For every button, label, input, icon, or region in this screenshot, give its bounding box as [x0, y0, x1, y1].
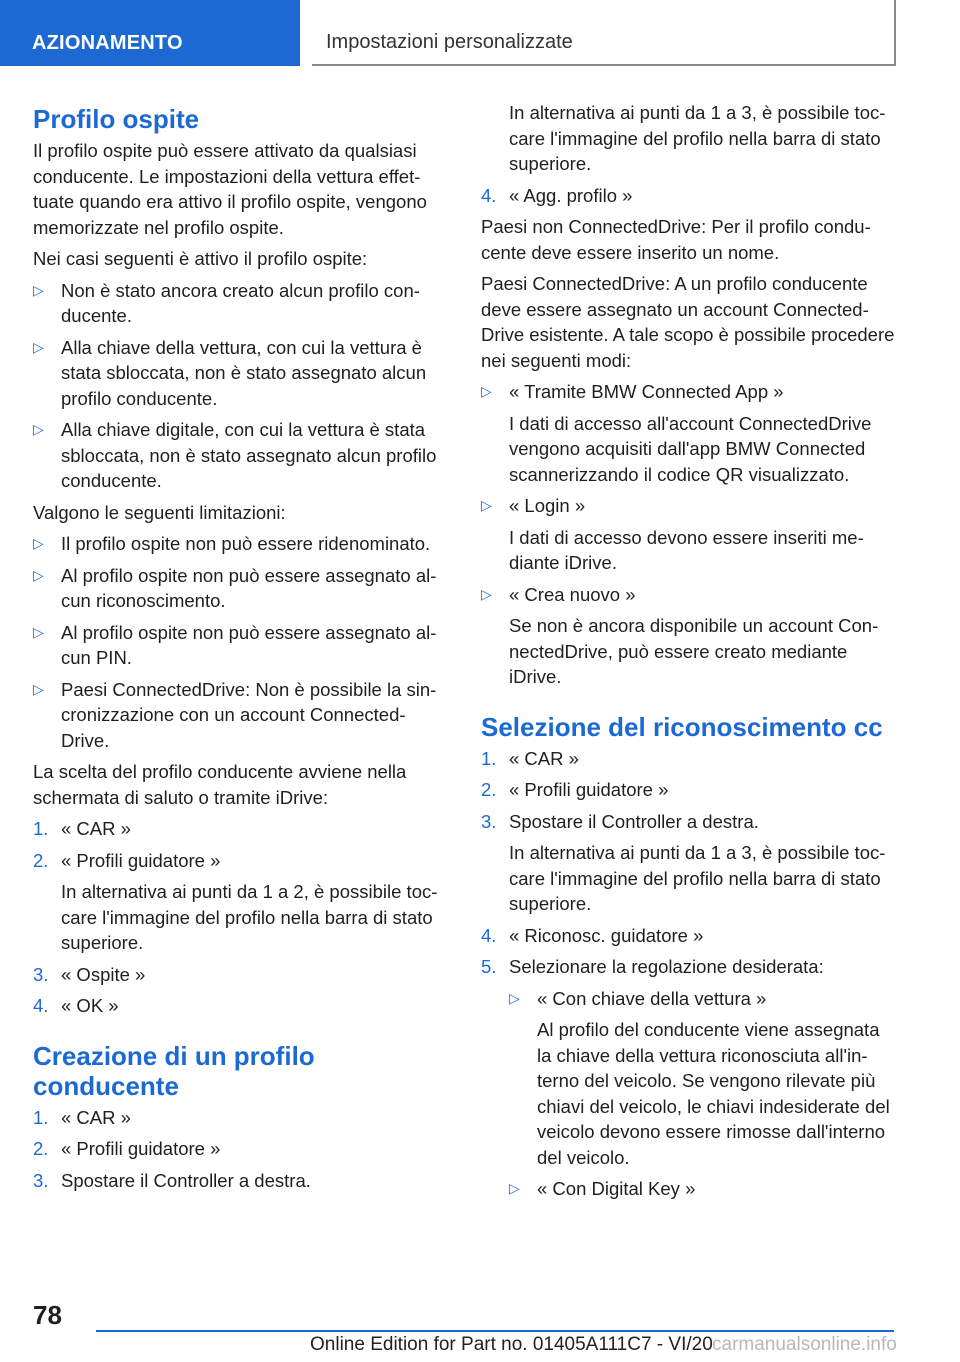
list-item: ▷ « Con Digital Key »: [509, 1176, 895, 1202]
list-item: 2. « Profili guidatore »: [481, 779, 669, 800]
paragraph: Nei casi seguenti è attivo il profilo ospite:: [33, 248, 368, 269]
list-item: 1. « CAR »: [33, 1106, 131, 1128]
triangle-right-outline-icon: ▷: [33, 680, 44, 697]
create-profile-steps-cont: [481, 183, 895, 209]
account-options-list: [481, 379, 895, 690]
triangle-right-outline-icon: ▷: [33, 535, 44, 551]
list-item: 2. « Profili guidatore »: [33, 1138, 221, 1159]
triangle-right-outline-icon: ▷: [33, 421, 44, 437]
option-description: I dati di accesso all'account ConnectedDrive vengono acquisiti dall'app BMW Connected scannerizzando il codice QR visualizzato.: [509, 412, 872, 485]
triangle-right-outline-icon: ▷: [33, 338, 44, 355]
triangle-right-outline-icon: ▷: [33, 281, 44, 298]
right-column: [481, 100, 895, 1208]
recognition-options-list: [509, 986, 895, 1202]
triangle-right-outline-icon: ▷: [481, 585, 492, 602]
list-item: 3. Spostare il Controller a destra. In alternativa ai punti da 1 a 3, è possibile toccare l'immagine del profilo nella barra di stato superiore.: [481, 809, 895, 917]
list-item: 3. Spostare il Controller a destra.: [33, 1169, 311, 1191]
paragraph: Paesi ConnectedDrive: A un profilo conducente deve essere assegnato un account ConnectedDrive esistente. A tale scopo è possibile procedere nei seguenti modi:: [481, 273, 895, 371]
triangle-right-outline-icon: ▷: [481, 497, 492, 513]
limitations-list: [33, 531, 447, 753]
paragraph: La scelta del profilo conducente avviene nella schermata di saluto o tramite iDrive:: [33, 761, 407, 808]
list-item: 3. « Ospite »: [33, 963, 146, 985]
paragraph: Valgono le seguenti limitazioni:: [33, 501, 286, 523]
list-item: 1. « CAR »: [33, 818, 131, 839]
step-note: In alternativa ai punti da 1 a 2, è possibile toccare l'immagine del profilo nella barra di stato superiore.: [61, 881, 438, 953]
select-profile-steps: [33, 816, 447, 1019]
list-item: 5. Selezionare la regolazione desiderata: ▷ « Con chiave della vettura » Al profilo del conducente viene assegnata la chiave della vettura riconosciuta all'interno del veicolo. Se vengono rilevate più chiavi del veicolo, le chiavi indesiderate del veicolo devono essere rimosse dall'interno del veicolo. ▷ « Con Digital Key »: [481, 954, 895, 1202]
triangle-right-outline-icon: ▷: [509, 989, 520, 1006]
page-header: [0, 0, 960, 66]
select-recognition-steps: [481, 746, 895, 1202]
chapter-title: Impostazioni personalizzate: [326, 31, 573, 53]
paragraph: Il profilo ospite può essere attivato da qualsiasi conducente. Le impostazioni della vettura effettuate quando era attivo il profilo ospite, vengono memorizzate nel profilo ospite.: [33, 140, 427, 238]
list-item: ▷ « Login » I dati di accesso devono essere inseriti mediante iDrive.: [481, 493, 895, 576]
edition-info: Online Edition for Part no. 01405A111C7 - VI/20: [310, 1334, 713, 1355]
step-note: In alternativa ai punti da 1 a 3, è possibile toccare l'immagine del profilo nella barra di stato superiore.: [509, 842, 886, 914]
triangle-right-outline-icon: ▷: [33, 623, 44, 640]
step-note: In alternativa ai punti da 1 a 3, è possibile toccare l'immagine del profilo nella barra di stato superiore.: [509, 102, 886, 174]
triangle-right-outline-icon: ▷: [33, 566, 44, 583]
list-item: 2. « Profili guidatore » In alternativa ai punti da 1 a 2, è possibile toccare l'immagine del profilo nella barra di stato superiore.: [33, 848, 447, 956]
list-item: 1. « CAR »: [481, 747, 579, 769]
list-item: ▷ Alla chiave della vettura, con cui la vettura è stata sbloccata, non è stato assegnato alcun profilo conducente.: [33, 336, 427, 409]
heading-select-recognition: Selezione del riconoscimento cc: [481, 711, 883, 742]
list-item: ▷ Paesi ConnectedDrive: Non è possibile la sincronizzazione con un account ConnectedDrive.: [33, 678, 437, 751]
list-item: ▷ « Con chiave della vettura » Al profilo del conducente viene assegnata la chiave della vettura riconosciuta all'interno del veicolo. Se vengono rilevate più chiavi del veicolo, le chiavi indesiderate del veicolo devono essere rimosse dall'interno del veicolo.: [509, 986, 895, 1171]
page-number: 78: [33, 1300, 62, 1330]
left-column: [33, 100, 447, 1199]
list-item: ▷ Il profilo ospite non può essere ridenominato.: [33, 531, 447, 557]
watermark: carmanualsonline.info: [712, 1334, 897, 1355]
list-item: 4. « OK »: [33, 995, 119, 1016]
option-description: I dati di accesso devono essere inseriti mediante iDrive.: [509, 526, 864, 573]
list-item: 4. « Riconosc. guidatore »: [481, 924, 704, 946]
list-item: ▷ Al profilo ospite non può essere assegnato alcun PIN.: [33, 621, 437, 668]
list-item: 4. « Agg. profilo »: [481, 184, 633, 206]
create-profile-steps: [33, 1105, 447, 1194]
list-item: ▷ Al profilo ospite non può essere assegnato alcun riconoscimento.: [33, 564, 437, 611]
heading-create-profile: Creazione di un profilo conducente: [33, 1040, 315, 1101]
guest-cases-list: [33, 278, 447, 494]
section-tab: AZIONAMENTO: [0, 0, 300, 66]
paragraph: Paesi non ConnectedDrive: Per il profilo conducente deve essere inserito un nome.: [481, 216, 871, 263]
list-item: ▷ Non è stato ancora creato alcun profilo conducente.: [33, 279, 420, 326]
option-description: Al profilo del conducente viene assegnata la chiave della vettura riconosciuta all'interno del veicolo. Se vengono rilevate più chiavi del veicolo, le chiavi indesiderate del veicolo devono essere rimosse dall'interno del veicolo.: [537, 1019, 890, 1168]
list-item: ▷ « Tramite BMW Connected App » I dati di accesso all'account ConnectedDrive vengono acquisiti dall'app BMW Connected scannerizzando il codice QR visualizzato.: [481, 379, 895, 487]
triangle-right-outline-icon: ▷: [509, 1180, 520, 1196]
triangle-right-outline-icon: ▷: [481, 383, 492, 399]
list-item: ▷ « Crea nuovo » Se non è ancora disponibile un account ConnectedDrive, può essere creato mediante iDrive.: [481, 582, 895, 690]
heading-guest-profile: Profilo ospite: [33, 104, 200, 134]
footer-divider: [96, 1330, 894, 1332]
option-description: Se non è ancora disponibile un account ConnectedDrive, può essere creato mediante iDrive.: [509, 615, 879, 687]
list-item: ▷ Alla chiave digitale, con cui la vettura è stata sbloccata, non è stato assegnato alcun profilo conducente.: [33, 419, 437, 491]
